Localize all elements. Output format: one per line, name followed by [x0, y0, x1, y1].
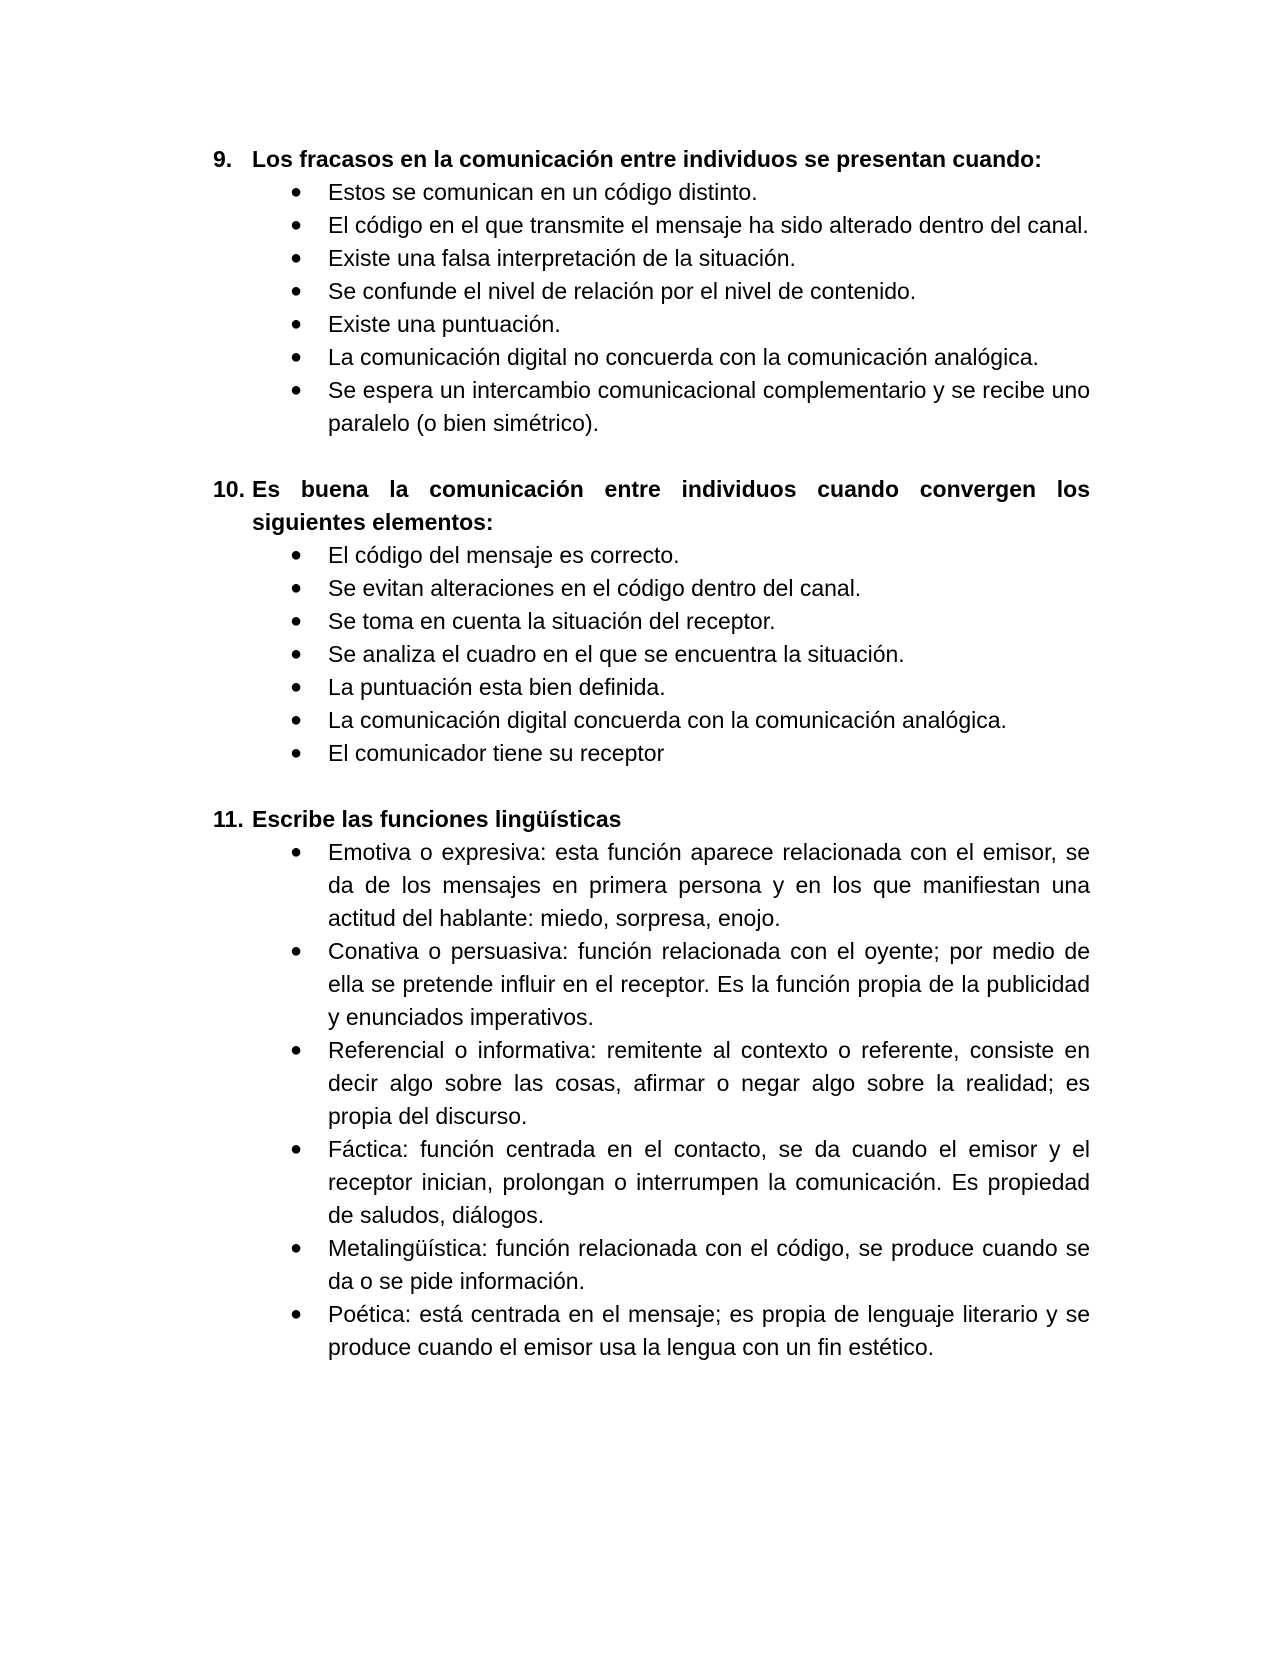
question-heading [213, 473, 1090, 539]
list-item [288, 176, 1090, 209]
bullet-icon: ● [290, 841, 303, 863]
question-title: Los fracasos en la comunicación entre individuos se presentan cuando: [252, 146, 1042, 172]
list-item [288, 671, 1090, 704]
question-10 [213, 473, 1090, 770]
list-item-text: Se analiza el cuadro en el que se encuentra la situación. [328, 641, 905, 667]
list-item-text: Emotiva o expresiva: esta función aparece relacionada con el emisor, se da de los mensajes en primera persona y en los que manifiestan una actitud del hablante: miedo, sorpresa, enojo. [328, 839, 1090, 931]
list-item [288, 275, 1090, 308]
list-item-text: Fáctica: función centrada en el contacto, se da cuando el emisor y el receptor inician, prolongan o interrumpen la comunicación. Es propiedad de saludos, diálogos. [328, 1136, 1090, 1228]
question-number: 11. [213, 806, 244, 832]
list-item-text: La comunicación digital concuerda con la comunicación analógica. [328, 707, 1007, 733]
bullet-icon: ● [290, 346, 303, 368]
question-heading [213, 803, 1090, 836]
list-item-text: Metalingüística: función relacionada con el código, se produce cuando se da o se pide información. [328, 1235, 1090, 1294]
bullet-icon: ● [290, 247, 303, 269]
bullet-icon: ● [290, 1039, 303, 1061]
bullet-list [213, 836, 1090, 1364]
list-item-text: El código en el que transmite el mensaje ha sido alterado dentro del canal. [328, 212, 1089, 238]
bullet-list [213, 176, 1090, 440]
bullet-icon: ● [290, 379, 303, 401]
list-item [288, 836, 1090, 935]
list-item-text: Existe una puntuación. [328, 311, 561, 337]
list-item [288, 737, 1090, 770]
bullet-icon: ● [290, 643, 303, 665]
bullet-icon: ● [290, 1138, 303, 1160]
bullet-icon: ● [290, 742, 303, 764]
question-number: 9. [213, 146, 233, 172]
question-title: Es buena la comunicación entre individuos cuando convergen los siguientes elementos: [252, 476, 1090, 535]
bullet-icon: ● [290, 280, 303, 302]
list-item-text: Se espera un intercambio comunicacional complementario y se recibe uno paralelo (o bien simétrico). [328, 377, 1090, 436]
list-item-text: Existe una falsa interpretación de la situación. [328, 245, 796, 271]
bullet-icon: ● [290, 1303, 303, 1325]
list-item [288, 605, 1090, 638]
list-item-text: El comunicador tiene su receptor [328, 740, 665, 766]
list-item-text: Conativa o persuasiva: función relacionada con el oyente; por medio de ella se pretende influir en el receptor. Es la función propia de la publicidad y enunciados imperativos. [328, 938, 1090, 1030]
bullet-icon: ● [290, 610, 303, 632]
bullet-icon: ● [290, 940, 303, 962]
bullet-icon: ● [290, 676, 303, 698]
bullet-list [213, 539, 1090, 770]
list-item-text: Estos se comunican en un código distinto. [328, 179, 758, 205]
list-item-text: Se evitan alteraciones en el código dentro del canal. [328, 575, 862, 601]
question-heading [213, 143, 1090, 176]
list-item [288, 1133, 1090, 1232]
question-9 [213, 143, 1090, 440]
question-11 [213, 803, 1090, 1364]
list-item-text: La puntuación esta bien definida. [328, 674, 666, 700]
bullet-icon: ● [290, 214, 303, 236]
list-item-text: Se toma en cuenta la situación del receptor. [328, 608, 776, 634]
question-number: 10. [213, 476, 245, 502]
list-item-text: Referencial o informativa: remitente al contexto o referente, consiste en decir algo sobre las cosas, afirmar o negar algo sobre la realidad; es propia del discurso. [328, 1037, 1090, 1129]
bullet-icon: ● [290, 313, 303, 335]
list-item-text: El código del mensaje es correcto. [328, 542, 680, 568]
bullet-icon: ● [290, 544, 303, 566]
list-item [288, 935, 1090, 1034]
bullet-icon: ● [290, 577, 303, 599]
list-item-text: Se confunde el nivel de relación por el nivel de contenido. [328, 278, 917, 304]
list-item [288, 572, 1090, 605]
list-item [288, 1298, 1090, 1364]
list-item [288, 374, 1090, 440]
list-item [288, 704, 1090, 737]
document-page [213, 143, 1090, 1397]
list-item [288, 1232, 1090, 1298]
list-item [288, 1034, 1090, 1133]
question-title: Escribe las funciones lingüísticas [252, 806, 622, 832]
list-item [288, 638, 1090, 671]
list-item-text: Poética: está centrada en el mensaje; es propia de lenguaje literario y se produce cuando el emisor usa la lengua con un fin estético. [328, 1301, 1090, 1360]
list-item [288, 539, 1090, 572]
list-item [288, 242, 1090, 275]
list-item [288, 341, 1090, 374]
bullet-icon: ● [290, 181, 303, 203]
list-item [288, 209, 1090, 242]
list-item [288, 308, 1090, 341]
list-item-text: La comunicación digital no concuerda con la comunicación analógica. [328, 344, 1039, 370]
bullet-icon: ● [290, 1237, 303, 1259]
bullet-icon: ● [290, 709, 303, 731]
